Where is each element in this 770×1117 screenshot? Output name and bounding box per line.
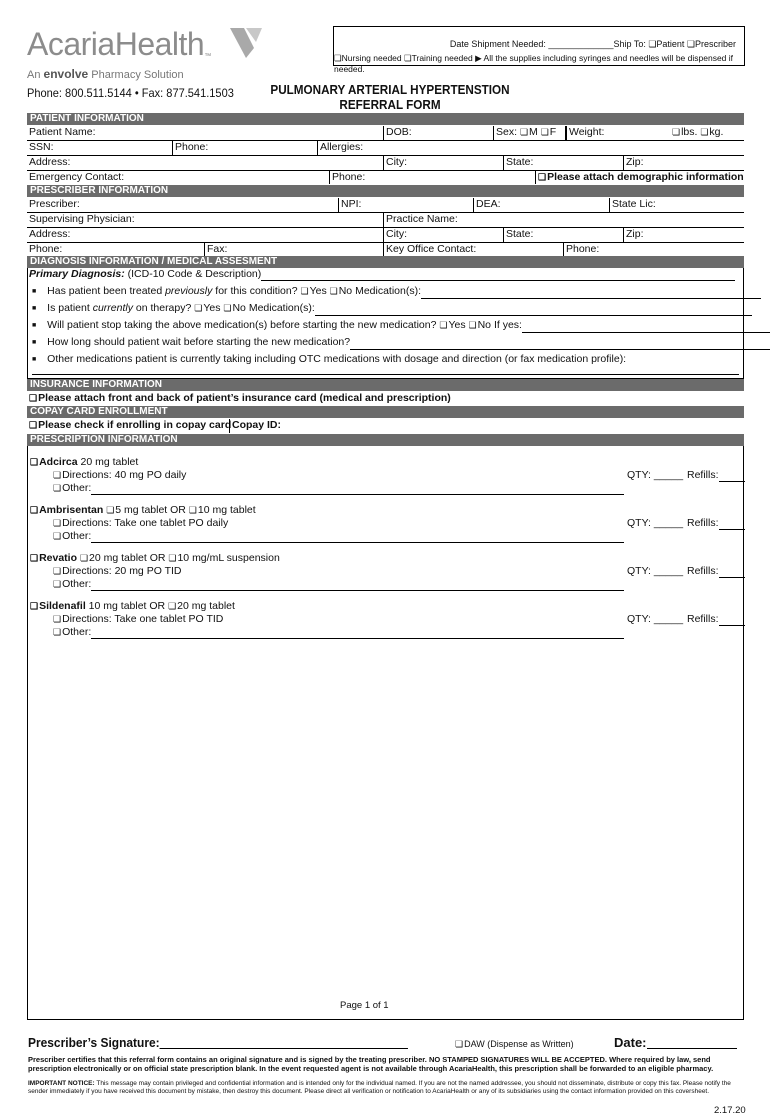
diagnosis-box xyxy=(27,268,744,379)
other-medications-question[interactable]: ■ Other medications patient is currently taking including OTC medications with dosage and direction (or fax medication profile): xyxy=(32,353,626,367)
sildenafil-qty-field[interactable]: QTY: _____ xyxy=(627,613,684,625)
page-number: Page 1 of 1 xyxy=(340,1000,389,1011)
drug-revatio xyxy=(28,552,745,598)
signature-date-field[interactable]: Date: xyxy=(614,1036,737,1049)
revatio-refills-field[interactable]: Refills: xyxy=(687,565,745,578)
drug-ambrisentan xyxy=(28,504,745,550)
tagline: An envolve Pharmacy Solution xyxy=(27,67,184,81)
copay-enroll-checkbox[interactable]: ❏ Please check if enrolling in copay card xyxy=(27,419,229,433)
adcirca-other-checkbox[interactable]: ❏ Other: xyxy=(53,482,624,495)
previous-yes-checkbox[interactable]: ❏ Yes xyxy=(301,285,327,297)
previous-no-checkbox[interactable]: ❏ No xyxy=(330,285,353,297)
dob-field[interactable]: DOB: xyxy=(383,126,493,140)
important-notice: IMPORTANT NOTICE: This message may contain privileged and confidential information and is intended only for the individual named. If you are not the named addressee, you should not disseminate, distribute or copy this fax. Please notify the sender immediately if you have received this document by mistake, then destroy this document. Please direct all verification or notification to AcariaHealth or any of its subsidiaries using the contact information provided on this coversheet. xyxy=(28,1080,731,1095)
patient-zip-field[interactable]: Zip: xyxy=(623,156,744,170)
adcirca-qty-field[interactable]: QTY: _____ xyxy=(627,469,684,481)
daw-checkbox[interactable]: ❏ DAW (Dispense as Written) xyxy=(455,1038,574,1051)
sildenafil-refills-field[interactable]: Refills: xyxy=(687,613,745,626)
form-title: PULMONARY ARTERIAL HYPERTENSTION REFERRAL FORM xyxy=(270,82,510,112)
wait-question[interactable]: ■ How long should patient wait before starting the new medication? xyxy=(32,336,770,350)
weight-field[interactable]: Weight: xyxy=(565,126,670,140)
emergency-contact-field[interactable]: Emergency Contact: xyxy=(29,171,125,183)
adcirca-directions-checkbox[interactable]: ❏ Directions: 40 mg PO daily xyxy=(53,469,186,482)
ambrisentan-other-checkbox[interactable]: ❏ Other: xyxy=(53,530,624,543)
patient-row-1 xyxy=(27,126,744,141)
copay-section-header: COPAY CARD ENROLLMENT xyxy=(27,406,744,418)
prescriber-certification: Prescriber certifies that this referral form contains an original signature and is signed by the treating prescriber. NO STAMPED SIGNATURES WILL BE ACCEPTED. Where required by law, send prescription electronically or on official state prescription blank. In the event requested agent is not available through AcariaHealth, this prescription shall be forwarded to an eligible pharmacy. xyxy=(28,1055,714,1073)
patient-row-3 xyxy=(27,156,744,171)
logo-mark-icon xyxy=(224,22,266,64)
weight-unit xyxy=(670,126,744,140)
state-lic-field[interactable]: State Lic: xyxy=(609,198,744,212)
ambrisentan-5mg-checkbox[interactable]: ❏ 5 mg tablet OR xyxy=(106,504,189,516)
adcirca-refills-field[interactable]: Refills: xyxy=(687,469,745,482)
key-contact-phone-field[interactable]: Phone: xyxy=(563,243,744,256)
stop-yes-checkbox[interactable]: ❏ Yes xyxy=(439,319,465,331)
patient-section-header: PATIENT INFORMATION xyxy=(27,113,744,125)
revatio-20mg-checkbox[interactable]: ❏ 20 mg tablet OR xyxy=(80,552,168,564)
lbs-checkbox[interactable]: ❏ lbs. xyxy=(672,126,697,138)
diagnosis-section-header: DIAGNOSIS INFORMATION / MEDICAL ASSESMENT xyxy=(27,256,744,268)
dea-field[interactable]: DEA: xyxy=(473,198,609,212)
supervising-physician-field[interactable]: Supervising Physician: xyxy=(29,213,135,225)
revatio-qty-field[interactable]: QTY: _____ xyxy=(627,565,684,577)
current-yes-checkbox[interactable]: ❏ Yes xyxy=(194,302,220,314)
ambrisentan-10mg-checkbox[interactable]: ❏ 10 mg tablet xyxy=(189,504,256,516)
patient-row-2 xyxy=(27,141,744,156)
revatio-directions-checkbox[interactable]: ❏ Directions: 20 mg PO TID xyxy=(53,565,182,578)
nursing-line[interactable]: ❏Nursing needed ❏Training needed ▶ All the supplies including syringes and needles will be dispensed if needed. xyxy=(334,53,734,74)
sildenafil-20mg-checkbox[interactable]: ❏ 20 mg tablet xyxy=(168,600,235,612)
revatio-suspension-checkbox[interactable]: ❏ 10 mg/mL suspension xyxy=(168,552,279,564)
sex-field[interactable]: Sex: ❏ M ❏ F xyxy=(493,126,565,140)
prescription-section-header: PRESCRIPTION INFORMATION xyxy=(27,434,744,446)
insurance-row xyxy=(27,392,744,406)
other-medications-line[interactable] xyxy=(32,374,739,375)
stop-no-checkbox[interactable]: ❏ No xyxy=(469,319,492,331)
practice-name-field[interactable]: Practice Name: xyxy=(383,213,744,227)
prescriber-row-3 xyxy=(27,228,744,243)
drug-adcirca xyxy=(28,456,745,502)
prescription-box xyxy=(27,446,746,1116)
ambrisentan-qty-field[interactable]: QTY: _____ xyxy=(627,517,684,529)
referral-form xyxy=(27,113,746,1116)
demographic-checkbox[interactable]: ❏ Please attach demographic information xyxy=(535,171,744,184)
prescriber-address-field[interactable]: Address: xyxy=(29,228,71,240)
current-therapy-question: ■ Is patient currently on therapy? ❏ Yes ❏ No Medication(s): xyxy=(32,302,752,316)
copay-row xyxy=(27,419,744,433)
logo-text: AcariaHealth xyxy=(27,26,205,62)
patient-address-field[interactable]: Address: xyxy=(29,156,71,168)
prescriber-row-2 xyxy=(27,213,744,228)
drug-sildenafil xyxy=(28,600,745,646)
prescriber-field[interactable]: Prescriber: xyxy=(29,198,80,210)
prescriber-state-field[interactable]: State: xyxy=(503,228,623,242)
ambrisentan-directions-checkbox[interactable]: ❏ Directions: Take one tablet PO daily xyxy=(53,517,228,530)
stop-medication-question: ■ Will patient stop taking the above medication(s) before starting the new medication? ❏ Yes ❏ No If yes: xyxy=(32,319,770,333)
form-version: 2.17.20 xyxy=(714,1105,746,1116)
kg-checkbox[interactable]: ❏ kg. xyxy=(700,126,723,138)
prescriber-city-field[interactable]: City: xyxy=(383,228,503,242)
prescriber-fax-field[interactable]: Fax: xyxy=(204,243,383,256)
key-office-contact-field[interactable]: Key Office Contact: xyxy=(383,243,563,256)
company-logo: AcariaHealth™ xyxy=(27,28,211,60)
allergies-field[interactable]: Allergies: xyxy=(317,141,744,155)
insurance-card-checkbox[interactable]: ❏ Please attach front and back of patient’s insurance card (medical and prescription) xyxy=(27,392,744,406)
prescriber-signature-field[interactable]: Prescriber’s Signature: xyxy=(28,1036,408,1049)
prescriber-zip-field[interactable]: Zip: xyxy=(623,228,744,242)
shipment-line[interactable]: Date Shipment Needed: _____________Ship To: ❏Patient ❏Prescriber xyxy=(449,39,736,49)
sildenafil-checkbox[interactable]: ❏ Sildenafil 10 mg tablet OR ❏ 20 mg tablet xyxy=(30,600,235,613)
ambrisentan-checkbox[interactable]: ❏ Ambrisentan ❏ 5 mg tablet OR ❏ 10 mg tablet xyxy=(30,504,256,517)
current-no-checkbox[interactable]: ❏ No xyxy=(223,302,246,314)
patient-state-field[interactable]: State: xyxy=(503,156,623,170)
sildenafil-other-checkbox[interactable]: ❏ Other: xyxy=(53,626,624,639)
revatio-checkbox[interactable]: ❏ Revatio ❏ 20 mg tablet OR ❏ 10 mg/mL suspension xyxy=(30,552,280,565)
phone-fax: Phone: 800.511.5144 • Fax: 877.541.1503 xyxy=(27,86,234,100)
npi-field[interactable]: NPI: xyxy=(338,198,473,212)
patient-row-4 xyxy=(27,171,744,184)
previous-treatment-question: ■ Has patient been treated previously for this condition? ❏ Yes ❏ No Medication(s): xyxy=(32,285,761,299)
ssn-field[interactable]: SSN: xyxy=(29,141,54,153)
sildenafil-directions-checkbox[interactable]: ❏ Directions: Take one tablet PO TID xyxy=(53,613,223,626)
prescriber-row-4 xyxy=(27,243,744,256)
prescriber-section-header: PRESCRIBER INFORMATION xyxy=(27,185,744,197)
prescriber-row-1 xyxy=(27,198,744,213)
ambrisentan-refills-field[interactable]: Refills: xyxy=(687,517,745,530)
insurance-section-header: INSURANCE INFORMATION xyxy=(27,379,744,391)
prescriber-phone-field[interactable]: Phone: xyxy=(29,243,63,255)
patient-phone-field[interactable]: Phone: xyxy=(172,141,317,155)
emergency-phone-field[interactable]: Phone: xyxy=(329,171,535,184)
shipment-box xyxy=(333,26,745,74)
primary-diagnosis-field[interactable]: Primary Diagnosis: (ICD-10 Code & Description) xyxy=(29,268,735,281)
patient-city-field[interactable]: City: xyxy=(383,156,503,170)
sex-f-checkbox[interactable]: ❏ F xyxy=(541,126,557,138)
revatio-other-checkbox[interactable]: ❏ Other: xyxy=(53,578,624,591)
copay-id-field[interactable]: Copay ID: xyxy=(229,419,744,433)
adcirca-checkbox[interactable]: ❏ Adcirca 20 mg tablet xyxy=(30,456,138,469)
patient-name-field[interactable]: Patient Name: xyxy=(29,126,96,138)
sex-m-checkbox[interactable]: ❏ M xyxy=(520,126,538,138)
